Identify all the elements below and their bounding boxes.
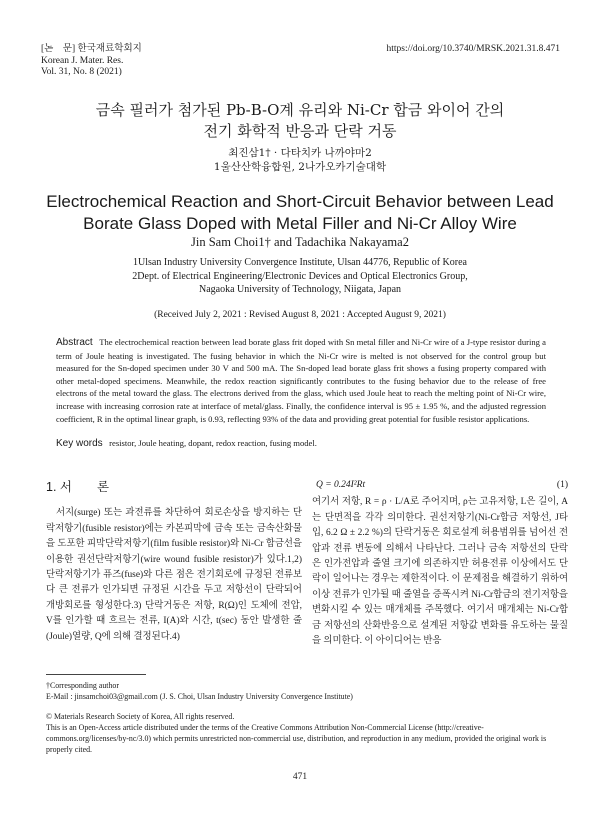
korean-title-line2: 전기 화학적 반응과 단락 거동 xyxy=(203,122,397,140)
section-heading-introduction: 1. 서 론 xyxy=(46,480,110,494)
copyright: © Materials Research Society of Korea, All rights reserved. xyxy=(46,712,235,721)
license: This is an Open-Access article distributed under the terms of the Creative Commons Attribution Non-Commercial License (http://creative-commons.org/licenses/by-nc/3.0) which permits unrestricted non-commercial use, distribution, and reproduction in any medium, provided the original work is properly cited. xyxy=(46,723,547,754)
left-column xyxy=(46,480,302,645)
english-affiliations xyxy=(0,256,600,297)
received-dates: (Received July 2, 2021 : Revised August 8, 2021 : Accepted August 9, 2021) xyxy=(154,310,446,320)
doi-link[interactable]: https://doi.org/10.3740/MRSK.2021.31.8.471 xyxy=(386,44,560,54)
journal-info xyxy=(41,44,142,79)
abstract xyxy=(56,336,546,425)
intro-paragraph: 서지(surge) 또는 과전류를 차단하여 회로손상을 방지하는 단락저항기(fusible resistor)에는 카본피막에 금속 또는 금속산화물을 도포한 피막단락저항기(film fusible resistor)와 Ni-Cr 합금선을 이용한 권선단락저항기(wire wound fusible resistor)가 있다.1,2) 단락저항기가 퓨즈(fuse)와 다른 점은 전기회로에 규정된 전류보다 큰 전류가 인가되면 규정된 시간을 두고 저항선이 단락되어 개방회로를 형성한다.3) 단락거동은 저항, R(Ω)인 도체에 전압, V를 인가할 때 흐르는 전류, I(A)와 시간, t(sec) 동안 발생한 줄(Joule)열량, Q에 의해 결정된다.4) xyxy=(46,508,302,642)
keywords xyxy=(56,438,546,449)
equation-number: (1) xyxy=(556,480,568,490)
author-email: E-Mail : jinsamchoi03@gmail.com (J. S. Choi, Ulsan Industry University Convergence Institute) xyxy=(46,692,353,701)
abstract-label: Abstract xyxy=(56,337,93,348)
english-title-line2: Borate Glass Doped with Metal Filler and Ni-Cr Alloy Wire xyxy=(83,214,517,233)
footnotes xyxy=(46,680,556,755)
keywords-text: resistor, Joule heating, dopant, redox reaction, fusing model. xyxy=(109,438,317,448)
footnote-divider xyxy=(46,674,146,675)
korean-title xyxy=(0,100,600,142)
journal-en: Korean J. Mater. Res. xyxy=(41,55,124,66)
corresponding-author: †Corresponding author xyxy=(46,681,119,690)
equation-formula: Q = 0.24I²Rt xyxy=(316,480,366,490)
korean-author-names: 최진삼1† · 다타치카 나까야마2 xyxy=(228,147,372,159)
right-column xyxy=(312,478,568,649)
journal-volume: Vol. 31, No. 8 (2021) xyxy=(41,67,122,77)
affiliation-1: 1Ulsan Industry University Convergence Institute, Ulsan 44776, Republic of Korea xyxy=(133,257,467,268)
journal-ko: [논 문] 한국재료학회지 xyxy=(41,44,142,54)
page-number: 471 xyxy=(292,772,308,782)
english-title xyxy=(0,191,600,235)
abstract-text: The electrochemical reaction between lead borate glass frit doped with Sn metal filler and Ni-Cr wire of a J-type resistor during a term of Joule heating is investigated. The fusing behavior in which the Ni-Cr wire is melted is not observed for the control group but measured for the Sn-doped specimen under 30 V and 500 mA. The Sn-doped lead borate glass frit shows a fusing property compared with other metal-doped specimens. Meanwhile, the redox reaction significantly contributes to the fusing behavior due to the release of free electrons of the metal toward the glass. The electrons derived from the glass, which used Joule heat to reach the melting point of Ni-Cr wire, increase with increasing corrosion rate at interface of metal/glass. Finally, the confidence interval is 95 ± 1.95 %, and the adjusted regression coefficient, R in the optimal linear graph, is 0.93, reflecting 93% of the data and providing great potential for fusible resistor applications. xyxy=(56,337,546,424)
english-title-line1: Electrochemical Reaction and Short-Circuit Behavior between Lead xyxy=(46,192,554,211)
affiliation-2: 2Dept. of Electrical Engineering/Electronic Devices and Optical Electronics Group, xyxy=(132,270,468,282)
korean-title-line1: 금속 필러가 첨가된 Pb-B-O계 유리와 Ni-Cr 합금 와이어 간의 xyxy=(95,101,505,119)
english-authors: Jin Sam Choi1† and Tadachika Nakayama2 xyxy=(191,235,409,249)
keywords-label: Key words xyxy=(56,438,103,449)
affiliation-3: Nagaoka University of Technology, Niigata, Japan xyxy=(198,284,402,295)
korean-authors xyxy=(0,146,600,174)
right-paragraph: 여기서 저항, R = ρ · L/A로 주어지며, ρ는 고유저항, L은 길이, A는 단면적을 각각 의미한다. 권선저항기(Ni-Cr합금 저항선, J타입, 6.2 Ω ± 2.2 %)의 단락거동은 회로설계 허용범위를 넘어선 전압과 전류 변동에 의해서 나타난다. 그러나 금속 저항선의 단락은 인가전압과 줄열 크기에 의존하지만 허용전류 이상에서도 단락이 일어나는 경우는 제한적이다. 이 문제점을 해결하기 위하여 이상 전류가 인가될 때 줄열을 증폭시켜 Ni-Cr합금의 전기저항을 변화시킬 수 있는 매개체를 주목했다. 여기서 매개체는 Ni-Cr합금 저항선의 산화반응으로 설계된 저항값 변화를 유도하는 물질을 의미한다. 이 아이디어는 반응 xyxy=(312,497,568,647)
korean-affiliations: 1울산산학융합원, 2나가오카기술대학 xyxy=(213,161,387,173)
equation-1 xyxy=(312,478,568,493)
